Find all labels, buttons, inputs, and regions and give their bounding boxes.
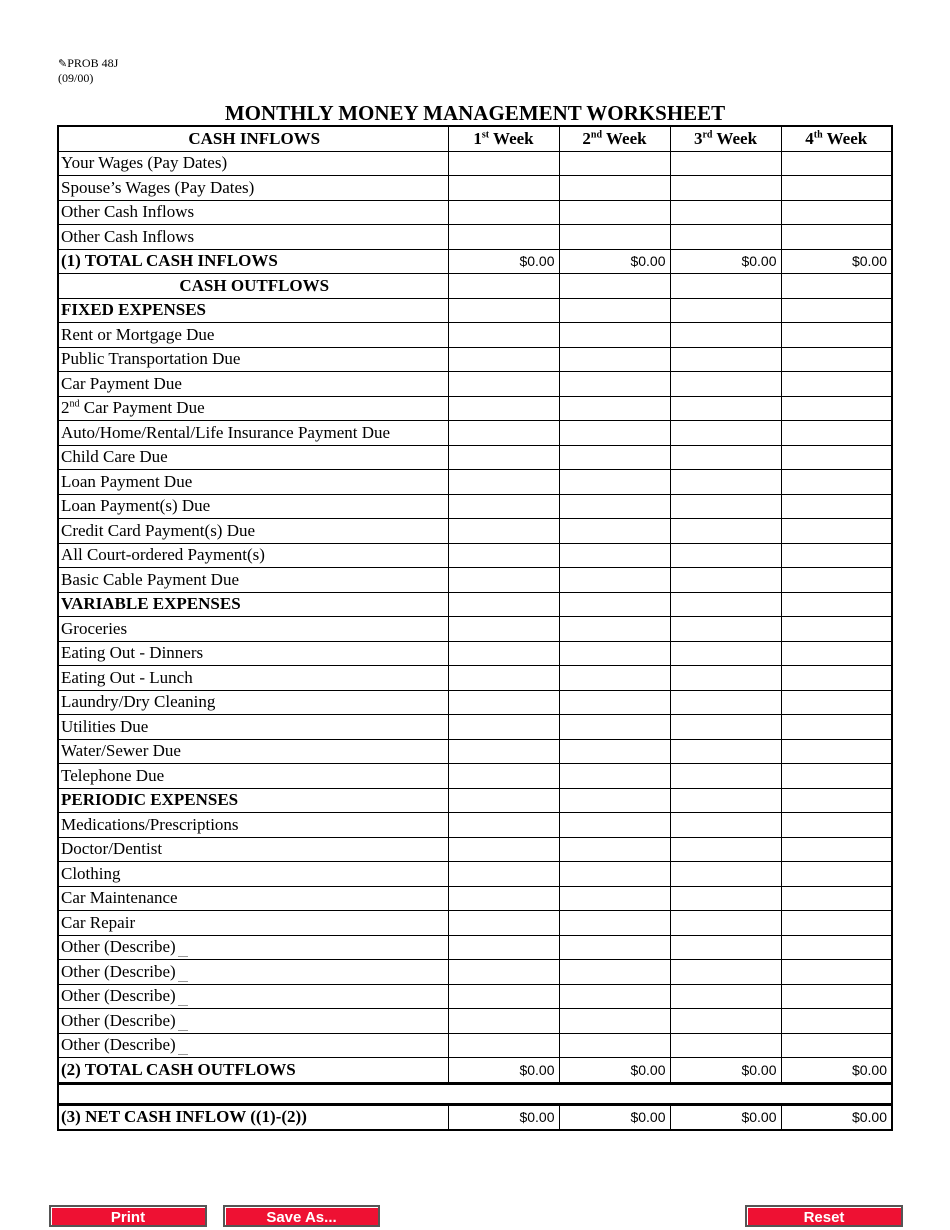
row-label: Credit Card Payment(s) Due: [58, 519, 448, 544]
amount-field[interactable]: [448, 519, 559, 544]
amount-field[interactable]: [559, 372, 670, 397]
total-outflows-w4: $0.00: [781, 1058, 892, 1084]
row-label: Basic Cable Payment Due: [58, 568, 448, 593]
amount-field[interactable]: [781, 617, 892, 642]
amount-field[interactable]: [559, 200, 670, 225]
table-row: [58, 323, 892, 348]
amount-field[interactable]: [670, 886, 781, 911]
amount-field[interactable]: [448, 666, 559, 691]
row-label: Auto/Home/Rental/Life Insurance Payment Due: [58, 421, 448, 446]
week-2-header: 2nd Week: [559, 126, 670, 151]
amount-field[interactable]: [781, 984, 892, 1009]
amount-field[interactable]: [448, 641, 559, 666]
amount-field[interactable]: [559, 568, 670, 593]
amount-field[interactable]: [781, 200, 892, 225]
total-outflows-label: (2) TOTAL CASH OUTFLOWS: [58, 1058, 448, 1084]
amount-field[interactable]: [670, 225, 781, 250]
amount-field[interactable]: [670, 617, 781, 642]
amount-field[interactable]: [781, 494, 892, 519]
amount-field[interactable]: [559, 837, 670, 862]
amount-field[interactable]: [670, 911, 781, 936]
table-row: [58, 837, 892, 862]
amount-field[interactable]: [448, 960, 559, 985]
amount-field[interactable]: [781, 470, 892, 495]
amount-field[interactable]: [559, 347, 670, 372]
total-inflows-w3: $0.00: [670, 249, 781, 274]
amount-field[interactable]: [559, 641, 670, 666]
table-row: [58, 445, 892, 470]
amount-field[interactable]: [781, 1009, 892, 1034]
other-describe-row[interactable]: Other (Describe): [58, 960, 448, 985]
amount-field[interactable]: [559, 666, 670, 691]
amount-field[interactable]: [781, 396, 892, 421]
amount-field[interactable]: [670, 372, 781, 397]
table-row: [58, 813, 892, 838]
amount-field[interactable]: [448, 690, 559, 715]
amount-field[interactable]: [448, 984, 559, 1009]
total-inflows-w1: $0.00: [448, 249, 559, 274]
table-row: [58, 935, 892, 960]
amount-field[interactable]: [448, 225, 559, 250]
amount-field[interactable]: [448, 347, 559, 372]
amount-field[interactable]: [670, 690, 781, 715]
form-code: PROB 48J: [67, 56, 119, 70]
other-describe-row[interactable]: Other (Describe): [58, 1033, 448, 1058]
amount-field[interactable]: [559, 323, 670, 348]
amount-field[interactable]: [559, 421, 670, 446]
table-row: [58, 984, 892, 1009]
other-describe-row[interactable]: Other (Describe): [58, 935, 448, 960]
total-outflows-w3: $0.00: [670, 1058, 781, 1084]
row-label: Laundry/Dry Cleaning: [58, 690, 448, 715]
amount-field[interactable]: [670, 1009, 781, 1034]
row-label: Doctor/Dentist: [58, 837, 448, 862]
print-button[interactable]: Print: [49, 1205, 207, 1227]
row-label: Child Care Due: [58, 445, 448, 470]
amount-field[interactable]: [559, 1009, 670, 1034]
table-row: [58, 347, 892, 372]
amount-field[interactable]: [448, 543, 559, 568]
table-row: [58, 641, 892, 666]
table-row: [58, 151, 892, 176]
page-title: MONTHLY MONEY MANAGEMENT WORKSHEET: [224, 101, 726, 125]
amount-field[interactable]: [781, 151, 892, 176]
amount-field[interactable]: [781, 421, 892, 446]
amount-field[interactable]: [781, 935, 892, 960]
amount-field[interactable]: [670, 715, 781, 740]
table-row: [58, 617, 892, 642]
amount-field[interactable]: [448, 421, 559, 446]
pencil-icon: ✎: [58, 57, 68, 70]
amount-field[interactable]: [670, 200, 781, 225]
amount-field[interactable]: [670, 960, 781, 985]
row-label: 2nd Car Payment Due: [58, 396, 448, 421]
amount-field[interactable]: [448, 200, 559, 225]
amount-field[interactable]: [781, 519, 892, 544]
row-label: Loan Payment Due: [58, 470, 448, 495]
net-cash-inflow-row: [58, 1104, 892, 1130]
row-label: Car Maintenance: [58, 886, 448, 911]
header-row: [58, 126, 892, 151]
row-label: Eating Out - Dinners: [58, 641, 448, 666]
total-inflows-label: (1) TOTAL CASH INFLOWS: [58, 249, 448, 274]
amount-field[interactable]: [781, 739, 892, 764]
table-row: [58, 543, 892, 568]
amount-field[interactable]: [448, 1033, 559, 1058]
other-describe-row[interactable]: Other (Describe): [58, 984, 448, 1009]
table-row: [58, 372, 892, 397]
amount-field[interactable]: [559, 1033, 670, 1058]
amount-field[interactable]: [670, 176, 781, 201]
amount-field[interactable]: [559, 911, 670, 936]
amount-field[interactable]: [781, 543, 892, 568]
table-row: [58, 494, 892, 519]
worksheet-table: [57, 125, 893, 1131]
row-label: Eating Out - Lunch: [58, 666, 448, 691]
spacer-row: [58, 1083, 892, 1104]
amount-field[interactable]: [559, 886, 670, 911]
amount-field[interactable]: [781, 372, 892, 397]
table-row: [58, 886, 892, 911]
amount-field[interactable]: [670, 641, 781, 666]
amount-field[interactable]: [781, 715, 892, 740]
week-4-header: 4th Week: [781, 126, 892, 151]
net-cash-inflow-w1: $0.00: [448, 1104, 559, 1130]
amount-field[interactable]: [781, 886, 892, 911]
row-label: Your Wages (Pay Dates): [58, 151, 448, 176]
amount-field[interactable]: [448, 935, 559, 960]
table-row: [58, 176, 892, 201]
amount-field[interactable]: [559, 813, 670, 838]
table-row: [58, 1033, 892, 1058]
amount-field[interactable]: [559, 764, 670, 789]
table-row: [58, 690, 892, 715]
section-heading-row: [58, 298, 892, 323]
week-1-header: 1st Week: [448, 126, 559, 151]
amount-field[interactable]: [670, 151, 781, 176]
row-label: Spouse’s Wages (Pay Dates): [58, 176, 448, 201]
amount-field[interactable]: [781, 764, 892, 789]
amount-field[interactable]: [670, 568, 781, 593]
amount-field[interactable]: [448, 1009, 559, 1034]
amount-field[interactable]: [448, 764, 559, 789]
amount-field[interactable]: [448, 396, 559, 421]
amount-field[interactable]: [670, 862, 781, 887]
amount-field[interactable]: [448, 494, 559, 519]
table-row: [58, 1009, 892, 1034]
table-row: [58, 764, 892, 789]
amount-field[interactable]: [670, 764, 781, 789]
amount-field[interactable]: [670, 837, 781, 862]
net-cash-inflow-w4: $0.00: [781, 1104, 892, 1130]
net-cash-inflow-w3: $0.00: [670, 1104, 781, 1130]
row-label: Car Payment Due: [58, 372, 448, 397]
table-row: [58, 862, 892, 887]
table-row: [58, 200, 892, 225]
row-label: Loan Payment(s) Due: [58, 494, 448, 519]
amount-field[interactable]: [559, 715, 670, 740]
other-describe-row[interactable]: Other (Describe): [58, 1009, 448, 1034]
amount-field[interactable]: [448, 470, 559, 495]
total-inflows-w4: $0.00: [781, 249, 892, 274]
table-row: [58, 470, 892, 495]
amount-field[interactable]: [448, 445, 559, 470]
form-date: (09/00): [58, 71, 94, 85]
row-label: Telephone Due: [58, 764, 448, 789]
row-label: Public Transportation Due: [58, 347, 448, 372]
amount-field[interactable]: [448, 372, 559, 397]
amount-field[interactable]: [781, 568, 892, 593]
amount-field[interactable]: [448, 151, 559, 176]
amount-field[interactable]: [448, 617, 559, 642]
amount-field[interactable]: [559, 862, 670, 887]
table-row: [58, 421, 892, 446]
amount-field[interactable]: [670, 935, 781, 960]
amount-field[interactable]: [559, 494, 670, 519]
amount-field[interactable]: [448, 176, 559, 201]
table-row: [58, 519, 892, 544]
amount-field[interactable]: [559, 445, 670, 470]
amount-field[interactable]: [559, 396, 670, 421]
amount-field[interactable]: [559, 519, 670, 544]
table-row: [58, 396, 892, 421]
reset-button[interactable]: Reset: [745, 1205, 903, 1227]
amount-field[interactable]: [781, 666, 892, 691]
amount-field[interactable]: [781, 911, 892, 936]
amount-field[interactable]: [781, 690, 892, 715]
row-label: Other Cash Inflows: [58, 200, 448, 225]
table-row: [58, 911, 892, 936]
total-inflows-row: [58, 249, 892, 274]
amount-field[interactable]: [448, 886, 559, 911]
total-outflows-w1: $0.00: [448, 1058, 559, 1084]
row-label: Car Repair: [58, 911, 448, 936]
amount-field[interactable]: [559, 176, 670, 201]
amount-field[interactable]: [559, 151, 670, 176]
table-row: [58, 960, 892, 985]
amount-field[interactable]: [781, 323, 892, 348]
amount-field[interactable]: [670, 519, 781, 544]
amount-field[interactable]: [670, 347, 781, 372]
amount-field[interactable]: [670, 813, 781, 838]
row-label: Utilities Due: [58, 715, 448, 740]
outflows-heading: CASH OUTFLOWS: [58, 274, 448, 299]
amount-field[interactable]: [559, 984, 670, 1009]
amount-field[interactable]: [448, 862, 559, 887]
amount-field[interactable]: [670, 396, 781, 421]
table-row: [58, 225, 892, 250]
amount-field[interactable]: [448, 837, 559, 862]
amount-field[interactable]: [781, 347, 892, 372]
amount-field[interactable]: [448, 323, 559, 348]
total-outflows-w2: $0.00: [559, 1058, 670, 1084]
amount-field[interactable]: [670, 445, 781, 470]
table-row: [58, 568, 892, 593]
amount-field[interactable]: [781, 862, 892, 887]
amount-field[interactable]: [559, 935, 670, 960]
amount-field[interactable]: [559, 617, 670, 642]
amount-field[interactable]: [559, 470, 670, 495]
amount-field[interactable]: [448, 715, 559, 740]
save-as-button[interactable]: Save As...: [223, 1205, 380, 1227]
amount-field[interactable]: [559, 690, 670, 715]
amount-field[interactable]: [670, 1033, 781, 1058]
amount-field[interactable]: [781, 641, 892, 666]
row-label: Medications/Prescriptions: [58, 813, 448, 838]
table-row: [58, 739, 892, 764]
amount-field[interactable]: [448, 739, 559, 764]
amount-field[interactable]: [670, 421, 781, 446]
inflows-header: CASH INFLOWS: [58, 126, 448, 151]
amount-field[interactable]: [559, 739, 670, 764]
net-cash-inflow-label: (3) NET CASH INFLOW ((1)-(2)): [58, 1104, 448, 1130]
row-label: Water/Sewer Due: [58, 739, 448, 764]
amount-field[interactable]: [781, 225, 892, 250]
table-row: [58, 666, 892, 691]
amount-field[interactable]: [781, 960, 892, 985]
amount-field[interactable]: [781, 1033, 892, 1058]
periodic-expenses-heading: PERIODIC EXPENSES: [58, 788, 448, 813]
row-label: Other Cash Inflows: [58, 225, 448, 250]
amount-field[interactable]: [448, 911, 559, 936]
amount-field[interactable]: [448, 813, 559, 838]
total-inflows-w2: $0.00: [559, 249, 670, 274]
amount-field[interactable]: [670, 470, 781, 495]
amount-field[interactable]: [670, 666, 781, 691]
amount-field[interactable]: [670, 323, 781, 348]
net-cash-inflow-w2: $0.00: [559, 1104, 670, 1130]
section-heading-row: [58, 788, 892, 813]
week-3-header: 3rd Week: [670, 126, 781, 151]
amount-field[interactable]: [781, 813, 892, 838]
form-id: [58, 56, 118, 86]
amount-field[interactable]: [559, 225, 670, 250]
variable-expenses-heading: VARIABLE EXPENSES: [58, 592, 448, 617]
amount-field[interactable]: [781, 176, 892, 201]
fixed-expenses-heading: FIXED EXPENSES: [58, 298, 448, 323]
amount-field[interactable]: [559, 960, 670, 985]
row-label: Groceries: [58, 617, 448, 642]
section-heading-row: [58, 592, 892, 617]
row-label: Clothing: [58, 862, 448, 887]
amount-field[interactable]: [448, 568, 559, 593]
table-row: [58, 715, 892, 740]
amount-field[interactable]: [670, 543, 781, 568]
amount-field[interactable]: [670, 739, 781, 764]
amount-field[interactable]: [781, 837, 892, 862]
row-label: Rent or Mortgage Due: [58, 323, 448, 348]
amount-field[interactable]: [781, 445, 892, 470]
outflows-heading-row: [58, 274, 892, 299]
amount-field[interactable]: [670, 494, 781, 519]
amount-field[interactable]: [559, 543, 670, 568]
row-label: All Court-ordered Payment(s): [58, 543, 448, 568]
total-outflows-row: [58, 1058, 892, 1084]
amount-field[interactable]: [670, 984, 781, 1009]
